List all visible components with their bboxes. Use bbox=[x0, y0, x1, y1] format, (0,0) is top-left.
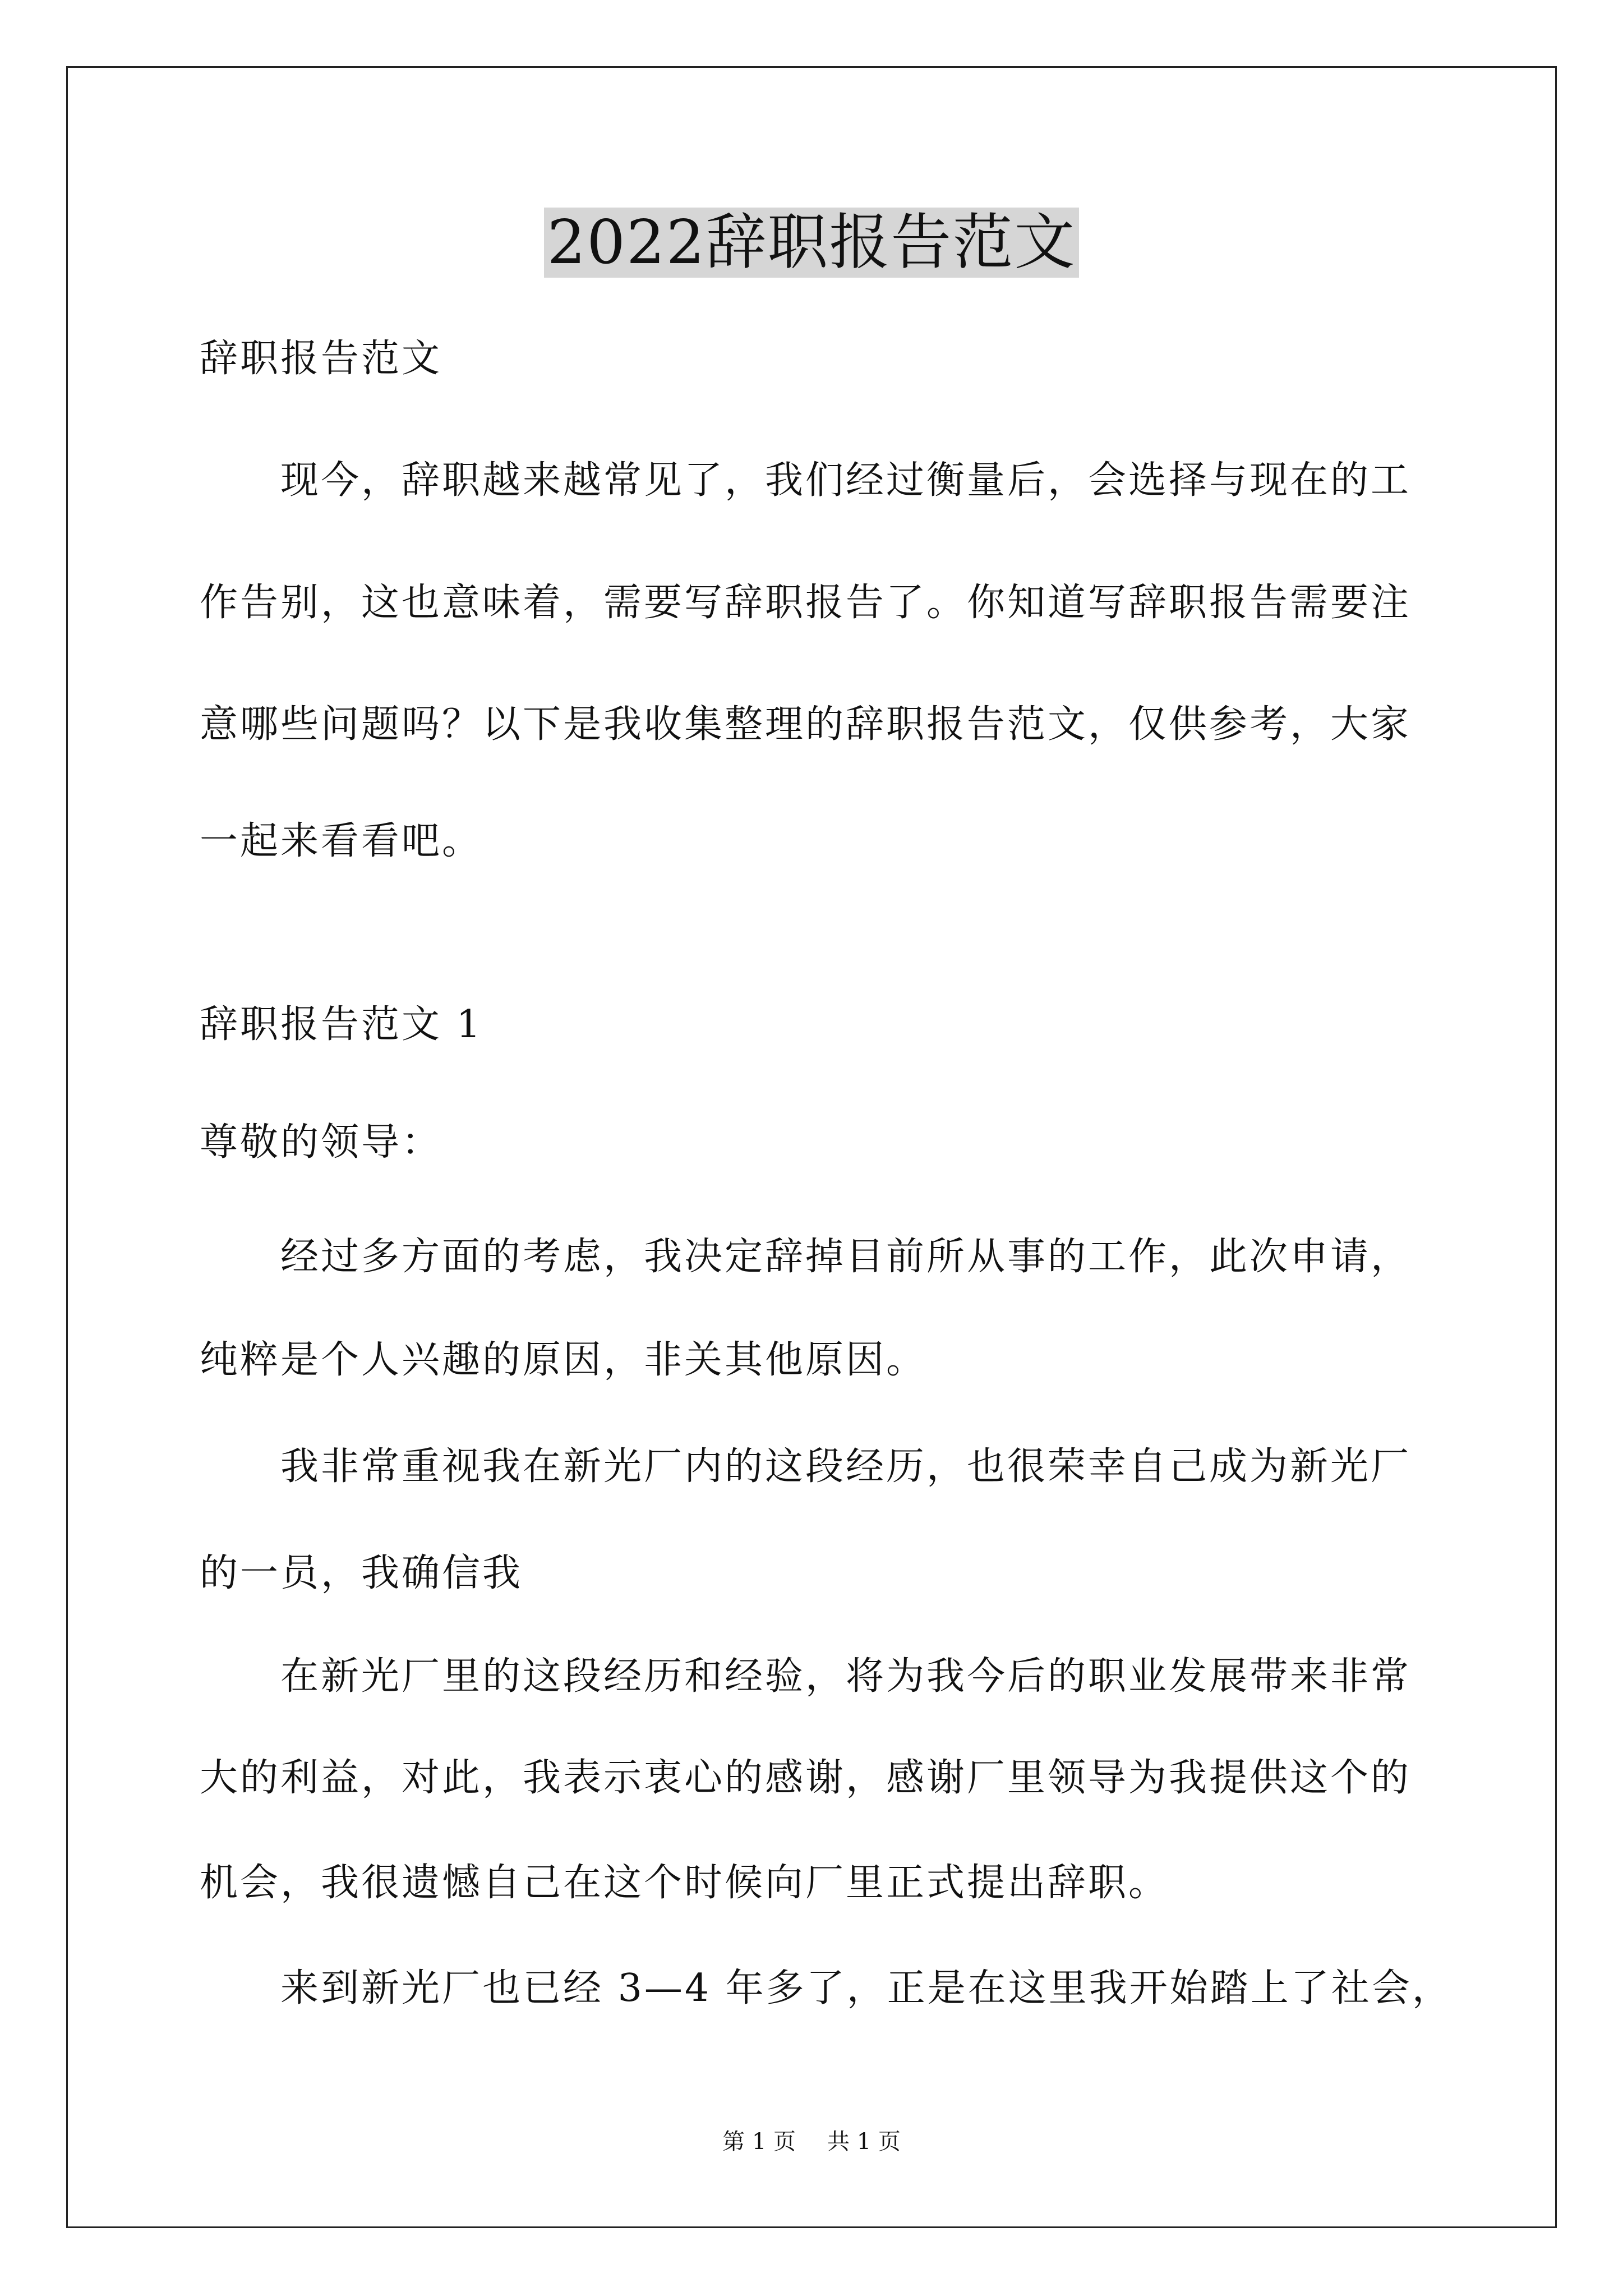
paragraph-line: 大的利益，对此，我表示衷心的感谢，感谢厂里领导为我提供这个的 bbox=[200, 1756, 1412, 1800]
paragraph-line: 现今，辞职越来越常见了，我们经过衡量后，会选择与现在的工 bbox=[280, 458, 1412, 503]
salutation: 尊敬的领导： bbox=[200, 1120, 442, 1165]
page-footer bbox=[0, 2126, 1623, 2157]
paragraph-line: 在新光厂里的这段经历和经验，将为我今后的职业发展带来非常 bbox=[280, 1654, 1412, 1699]
page-total: 共 1 页 bbox=[827, 2129, 901, 2155]
paragraph-line: 机会，我很遗憾自己在这个时候向厂里正式提出辞职。 bbox=[200, 1861, 1169, 1905]
paragraph-line: 纯粹是个人兴趣的原因，非关其他原因。 bbox=[200, 1338, 927, 1382]
document-title-text: 2022辞职报告范文 bbox=[544, 208, 1080, 278]
paragraph-line: 经过多方面的考虑，我决定辞掉目前所从事的工作，此次申请， bbox=[280, 1235, 1412, 1279]
paragraph-line: 我非常重视我在新光厂内的这段经历，也很荣幸自己成为新光厂 bbox=[280, 1444, 1412, 1489]
document-title bbox=[0, 206, 1623, 279]
paragraph-line: 的一员，我确信我 bbox=[200, 1551, 523, 1595]
paragraph-line: 意哪些问题吗？以下是我收集整理的辞职报告范文，仅供参考，大家 bbox=[200, 702, 1412, 747]
section-heading: 辞职报告范文 1 bbox=[200, 1002, 483, 1047]
paragraph-line: 作告别，这也意味着，需要写辞职报告了。你知道写辞职报告需要注 bbox=[200, 581, 1412, 625]
paragraph-line: 来到新光厂也已经 3—4 年多了，正是在这里我开始踏上了社会， bbox=[280, 1966, 1453, 2010]
paragraph-line: 一起来看看吧。 bbox=[200, 819, 483, 863]
section-heading: 辞职报告范文 bbox=[200, 337, 442, 381]
page-number: 第 1 页 bbox=[722, 2129, 796, 2155]
